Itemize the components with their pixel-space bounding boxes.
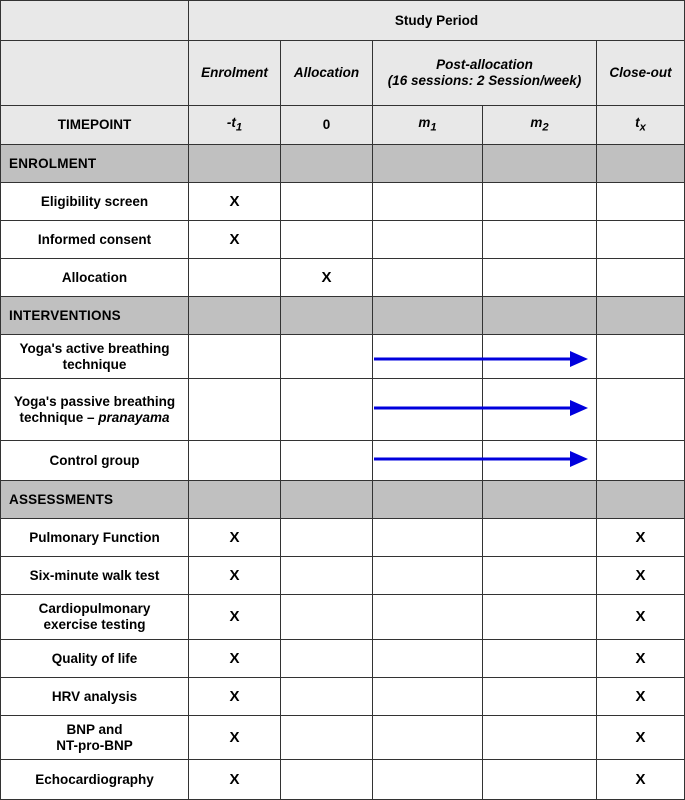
mark-enrolment (189, 259, 281, 297)
empty-cell (281, 595, 373, 640)
row-label-italic: pranayama (98, 409, 170, 425)
row-label: Eligibility screen (1, 183, 189, 221)
section-cell (483, 145, 597, 183)
section-cell (189, 297, 281, 335)
mark-close-out (597, 221, 685, 259)
section-cell (189, 481, 281, 519)
empty-cell (483, 183, 597, 221)
empty-cell (281, 716, 373, 760)
row-label-line: Pulmonary Function (29, 529, 160, 545)
empty-cell (373, 557, 483, 595)
assessment-row (1, 760, 685, 800)
section-cell (597, 481, 685, 519)
post-allocation-subtitle: (16 sessions: 2 Session/week) (387, 73, 582, 88)
mark-close-out: X (597, 519, 685, 557)
empty-cell (483, 557, 597, 595)
enrolment-row (1, 183, 685, 221)
empty-cell (281, 441, 373, 481)
section-interventions: INTERVENTIONS (1, 297, 189, 335)
empty-cell (373, 595, 483, 640)
empty-cell (483, 760, 597, 800)
section-cell (483, 297, 597, 335)
empty-cell (281, 640, 373, 678)
enrolment-row (1, 259, 685, 297)
empty-cell (373, 441, 483, 481)
mark-allocation (281, 183, 373, 221)
phase-close-out: Close-out (597, 41, 685, 106)
empty-cell (597, 379, 685, 441)
intervention-row (1, 441, 685, 481)
empty-cell (483, 519, 597, 557)
empty-cell (281, 557, 373, 595)
row-label (1, 678, 189, 716)
assessment-row (1, 678, 685, 716)
row-label (1, 595, 189, 640)
timepoint-m2 (483, 106, 597, 145)
section-assessments: ASSESSMENTS (1, 481, 189, 519)
intervention-row (1, 379, 685, 441)
row-label (1, 379, 189, 441)
section-cell (281, 145, 373, 183)
empty-cell (281, 519, 373, 557)
empty-cell (483, 259, 597, 297)
row-label-line: Quality of life (51, 650, 138, 666)
empty-cell (483, 335, 597, 379)
timepoint-zero: 0 (281, 106, 373, 145)
row-label-line: NT-pro-BNP (56, 737, 133, 753)
section-cell (597, 145, 685, 183)
timepoint-tx (597, 106, 685, 145)
mark-enrolment: X (189, 595, 281, 640)
intervention-row (1, 335, 685, 379)
empty-cell (281, 678, 373, 716)
mark-close-out (597, 259, 685, 297)
empty-cell (373, 221, 483, 259)
section-enrolment: ENROLMENT (1, 145, 189, 183)
row-label (1, 519, 189, 557)
row-label-text: technique (62, 356, 127, 372)
row-label-line: Echocardiography (35, 771, 154, 787)
empty-cell (483, 716, 597, 760)
enrolment-row (1, 221, 685, 259)
timepoint-label: TIMEPOINT (1, 106, 189, 145)
row-label (1, 335, 189, 379)
timepoint-m1 (373, 106, 483, 145)
row-label-line: BNP and (66, 721, 123, 737)
phase-post-allocation (373, 41, 597, 106)
empty-cell (373, 640, 483, 678)
timepoint-t1 (189, 106, 281, 145)
mark-close-out: X (597, 595, 685, 640)
row-label-line: Six-minute walk test (29, 567, 160, 583)
mark-close-out: X (597, 557, 685, 595)
empty-cell (373, 678, 483, 716)
row-label-line (5, 410, 184, 426)
row-label-line: Yoga's passive breathing (13, 393, 176, 409)
empty-cell (281, 379, 373, 441)
mark-close-out: X (597, 640, 685, 678)
assessment-row (1, 595, 685, 640)
row-label: Informed consent (1, 221, 189, 259)
assessment-row (1, 519, 685, 557)
mark-enrolment: X (189, 557, 281, 595)
post-allocation-title: Post-allocation (436, 57, 533, 72)
mark-allocation: X (281, 259, 373, 297)
empty-cell (373, 760, 483, 800)
empty-cell (483, 221, 597, 259)
mark-enrolment: X (189, 519, 281, 557)
row-label (1, 760, 189, 800)
mark-enrolment: X (189, 678, 281, 716)
row-label-line: Control group (49, 452, 140, 468)
empty-cell (281, 335, 373, 379)
timepoint-tx-text: t (635, 114, 640, 130)
row-label-line: HRV analysis (51, 688, 138, 704)
header-blank (1, 41, 189, 106)
mark-close-out (597, 183, 685, 221)
phase-allocation: Allocation (281, 41, 373, 106)
empty-cell (189, 379, 281, 441)
empty-cell (483, 595, 597, 640)
assessment-row (1, 640, 685, 678)
row-label (1, 441, 189, 481)
empty-cell (597, 441, 685, 481)
empty-cell (483, 441, 597, 481)
section-cell (597, 297, 685, 335)
timepoint-t1-text: -t (226, 114, 236, 130)
row-label-text: technique – (19, 409, 99, 425)
empty-cell (483, 640, 597, 678)
mark-close-out: X (597, 678, 685, 716)
assessment-row (1, 557, 685, 595)
mark-enrolment: X (189, 760, 281, 800)
row-label-line: exercise testing (43, 617, 146, 632)
header-corner (1, 1, 189, 41)
study-period-header: Study Period (189, 1, 685, 41)
mark-enrolment: X (189, 221, 281, 259)
row-label (1, 557, 189, 595)
mark-enrolment: X (189, 183, 281, 221)
row-label-line: Cardiopulmonary (38, 601, 151, 616)
mark-allocation (281, 221, 373, 259)
empty-cell (373, 716, 483, 760)
assessment-row (1, 716, 685, 760)
empty-cell (373, 379, 483, 441)
timepoint-m1-text: m (418, 114, 431, 130)
section-cell (373, 297, 483, 335)
timepoint-t1-sub: 1 (235, 121, 243, 134)
mark-close-out: X (597, 760, 685, 800)
empty-cell (281, 760, 373, 800)
row-label (1, 640, 189, 678)
section-cell (281, 297, 373, 335)
section-cell (373, 145, 483, 183)
section-cell (483, 481, 597, 519)
timepoint-m2-text: m (530, 114, 543, 130)
phase-enrolment: Enrolment (189, 41, 281, 106)
empty-cell (373, 183, 483, 221)
section-cell (189, 145, 281, 183)
section-cell (281, 481, 373, 519)
empty-cell (189, 441, 281, 481)
empty-cell (597, 335, 685, 379)
row-label (1, 716, 189, 760)
row-label: Allocation (1, 259, 189, 297)
timepoint-m2-sub: 2 (542, 121, 549, 134)
empty-cell (373, 519, 483, 557)
timepoint-tx-sub: x (639, 121, 646, 134)
empty-cell (483, 678, 597, 716)
empty-cell (483, 379, 597, 441)
timepoint-m1-sub: 1 (430, 121, 437, 134)
empty-cell (373, 259, 483, 297)
mark-close-out: X (597, 716, 685, 760)
empty-cell (189, 335, 281, 379)
empty-cell (373, 335, 483, 379)
row-label-line (5, 357, 184, 373)
row-label-line: Yoga's active breathing (19, 340, 170, 356)
section-cell (373, 481, 483, 519)
mark-enrolment: X (189, 640, 281, 678)
mark-enrolment: X (189, 716, 281, 760)
